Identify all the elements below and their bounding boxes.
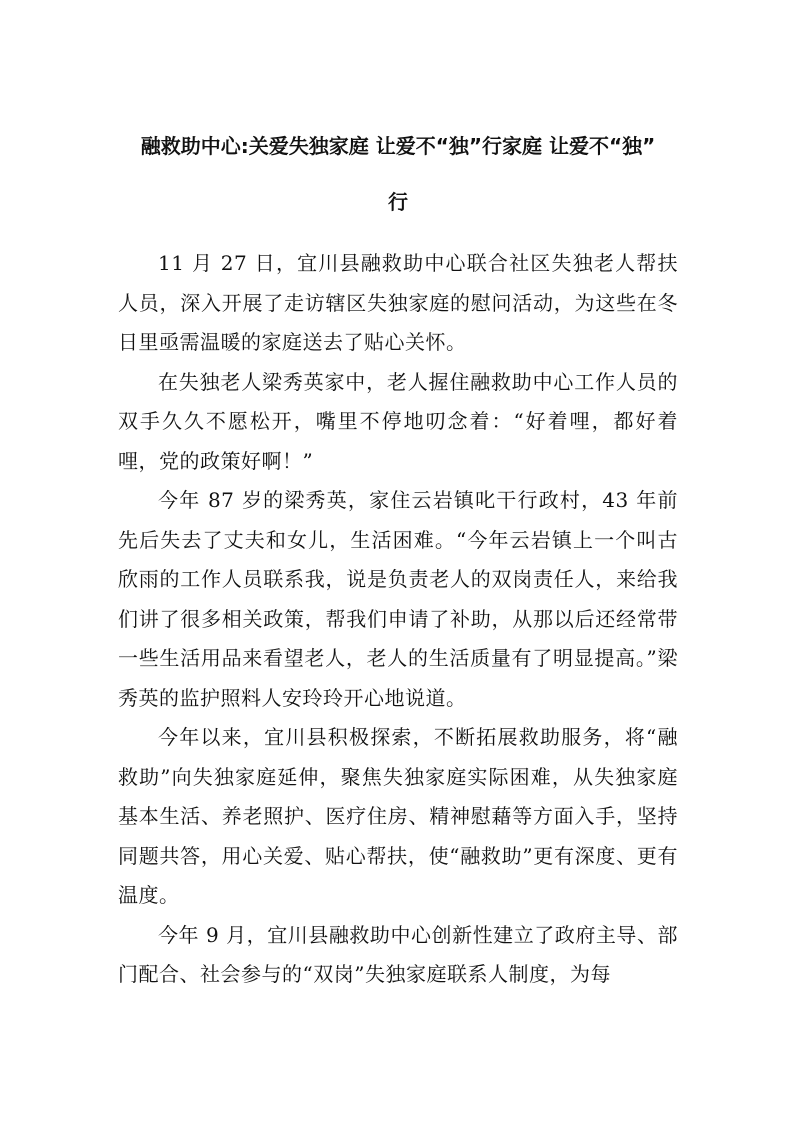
article-title	[118, 118, 678, 230]
paragraph-4: 今年以来，宜川县积极探索，不断拓展救助服务，将“融救助”向失独家庭延伸，聚焦失独家庭实际困难，从失独家庭基本生活、养老照护、医疗住房、精神慰藉等方面入手，坚持同题共答，用心关爱、贴心帮扶，使“融救助”更有深度、更有温度。	[118, 725, 678, 907]
title-line-1: 融救助中心:关爱失独家庭 让爱不“独”行家庭 让爱不“独”	[140, 134, 656, 158]
paragraph-5: 今年 9 月，宜川县融救助中心创新性建立了政府主导、部门配合、社会参与的“双岗”失独家庭联系人制度，为每	[118, 922, 678, 986]
paragraph-1: 11 月 27 日，宜川县融救助中心联合社区失独老人帮扶人员，深入开展了走访辖区失独家庭的慰问活动，为这些在冬日里亟需温暖的家庭送去了贴心关怀。	[118, 251, 678, 354]
paragraph-3: 今年 87 岁的梁秀英，家住云岩镇叱干行政村，43 年前先后失去了丈夫和女儿，生活困难。“今年云岩镇上一个叫古欣雨的工作人员联系我，说是负责老人的双岗责任人，来给我们讲了很多相关政策，帮我们申请了补助，从那以后还经常带一些生活用品来看望老人，老人的生活质量有了明显提高。”梁秀英的监护照料人安玲玲开心地说道。	[118, 488, 678, 710]
paragraph-2: 在失独老人梁秀英家中，老人握住融救助中心工作人员的双手久久不愿松开，嘴里不停地叨念着：“好着哩，都好着哩，党的政策好啊！”	[118, 369, 678, 473]
article-body	[118, 244, 678, 995]
title-line-2: 行	[388, 190, 408, 214]
